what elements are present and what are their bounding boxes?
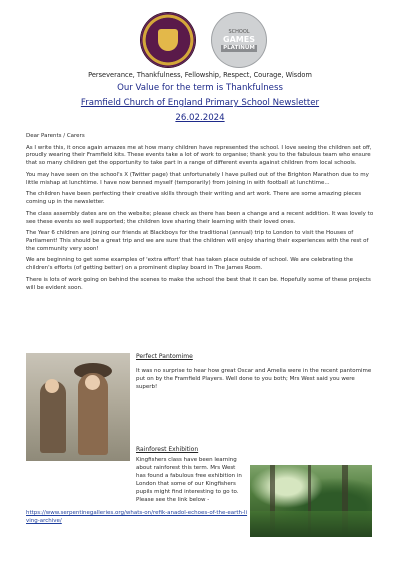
performer-face	[85, 375, 100, 390]
rainforest-text: Kingfishers class have been learning about rainforest this term. Mrs West has found a fabulous free exhibition in London that some of our Kingfishers pupils might find interesting to go to. Please see the link below -	[136, 457, 242, 503]
games-logo-line2: GAMES	[223, 34, 255, 44]
paragraph: The children have been perfecting their creative skills through their writing and art work. There are some amazing pieces coming up in the newsletter.	[26, 191, 362, 206]
term-value: Our Value for the term is Thankfulness	[117, 83, 283, 93]
games-logo-line3: PLATINUM	[223, 44, 255, 51]
greeting: Dear Parents / Carers	[26, 133, 85, 139]
fern-foliage	[250, 511, 372, 537]
crest-shield-icon	[158, 29, 178, 51]
paragraph: There is lots of work going on behind the scenes to make the school the best that it can be. Hopefully some of these projects will be evident soon.	[26, 276, 371, 291]
paragraph: The class assembly dates are on the website; please check as there has been a change and a recent addition. It was lovely to see these events so well supported; the children love sharing their learning with their loved ones.	[26, 210, 374, 225]
letter-body	[26, 133, 378, 296]
games-logo-line1: SCHOOL	[228, 28, 250, 35]
pantomime-photo	[26, 353, 130, 461]
school-games-platinum-logo	[212, 13, 266, 67]
paragraph: We are beginning to get some examples of 'extra effort' that has taken place outside of school. We are celebrating the children's efforts (of getting better) on a prominent display board in The James Room.	[26, 257, 353, 272]
newsletter-title: Framfield Church of England Primary School Newsletter	[80, 98, 320, 108]
exhibition-link[interactable]: https://www.serpentinegalleries.org/whats-on/refik-anadol-echoes-of-the-earth-living-archive/	[26, 510, 248, 524]
pantomime-text: It was no surprise to hear how great Oscar and Amelia were in the recent pantomime put on by the Framfield Players. Well done to you both; Mrs West said you were superb!	[136, 368, 372, 390]
paragraph: You may have seen on the school's X (Twitter page) that unfortunately I have pulled out of the Brighton Marathon due to my little mishap at lunchtime. I have now benned myself (temporarily) from joining in with football at lunchtime...	[26, 171, 369, 186]
paragraph: As I write this, it once again amazes me at how many children have represented the school. I love seeing the children set off, proudly wearing their Framfield kits. These events take a lot of work to organise; thank you to the fabulous team who ensure that so many children get the opportunity to take part in a range of different events against children from local schools.	[26, 144, 372, 167]
school-values: Perseverance, Thankfulness, Fellowship, Respect, Courage, Wisdom	[88, 71, 312, 79]
rainforest-heading: Rainforest Exhibition	[136, 446, 199, 453]
school-crest-logo	[141, 13, 195, 67]
rainforest-photo	[250, 465, 372, 537]
paragraph: The Year 6 children are joining our friends at Blackboys for the traditional (annual) trip to London to visit the Houses of Parliament! This should be a great trip and we are sure that the children will enjoy sharing their experiences with the rest of the community very soon!	[26, 230, 369, 252]
pantomime-heading: Perfect Pantomime	[136, 353, 193, 360]
newsletter-date: 26.02.2024	[175, 113, 225, 123]
performer-face	[45, 379, 59, 393]
